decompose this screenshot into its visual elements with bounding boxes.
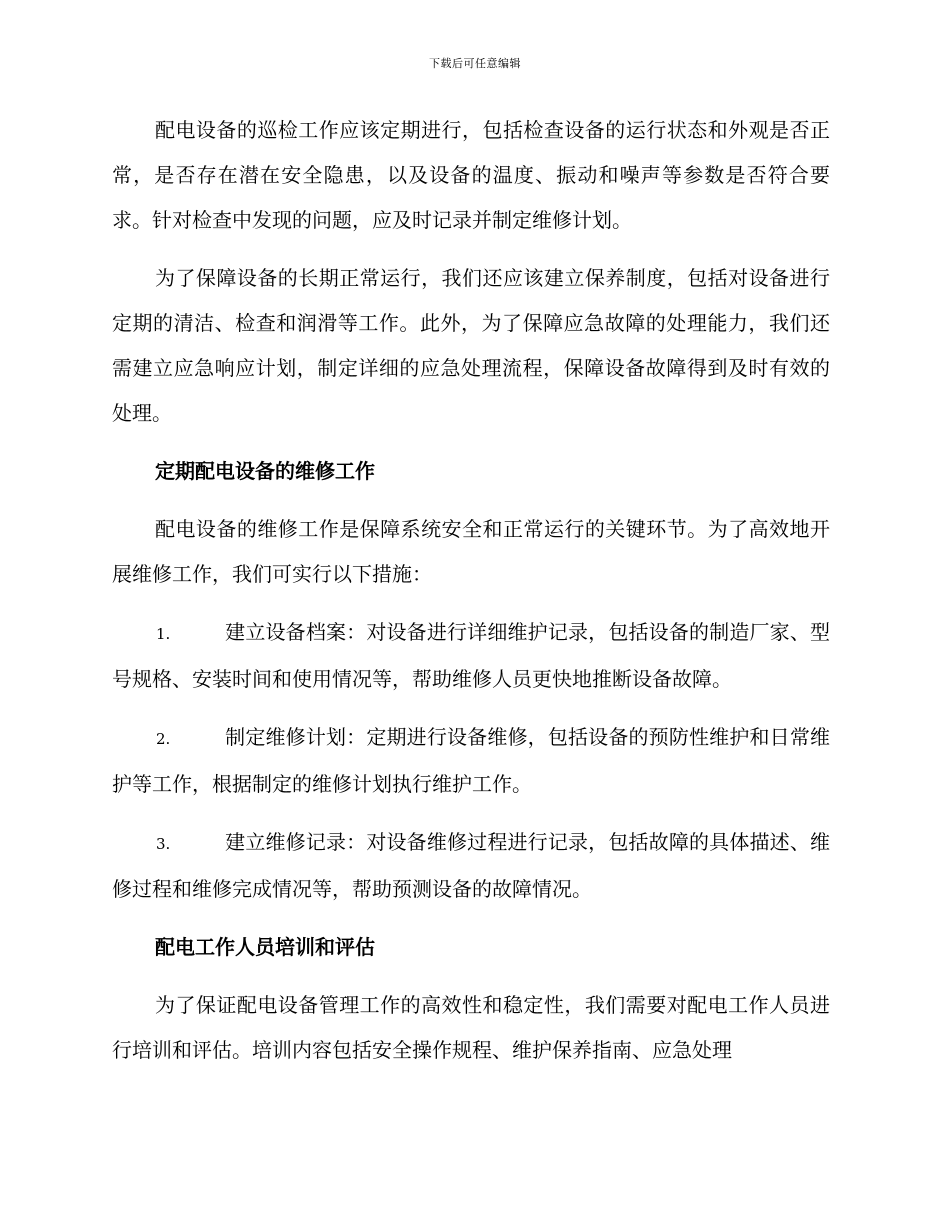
list-item-text: 建立设备档案：对设备进行详细维护记录，包括设备的制造厂家、型号规格、安装时间和使用情况等，帮助维修人员更快地推断设备故障。 (112, 620, 830, 691)
list-number: 3. (156, 835, 171, 853)
list-number: 2. (156, 730, 171, 748)
header-note: 下载后可任意编辑 (429, 57, 521, 70)
list-item-text: 制定维修计划：定期进行设备维修，包括设备的预防性维护和日常维护等工作，根据制定的维修计划执行维护工作。 (112, 725, 830, 796)
paragraph-training: 为了保证配电设备管理工作的高效性和稳定性，我们需要对配电工作人员进行培训和评估。培训内容包括安全操作规程、维护保养指南、应急处理 (112, 993, 830, 1062)
list-item (112, 820, 830, 912)
list-number: 1. (156, 625, 171, 643)
list-item-text: 建立维修记录：对设备维修过程进行记录，包括故障的具体描述、维修过程和维修完成情况等，帮助预测设备的故障情况。 (112, 830, 830, 901)
paragraph-repair-intro: 配电设备的维修工作是保障系统安全和正常运行的关键环节。为了高效地开展维修工作，我们可实行以下措施： (112, 517, 830, 586)
paragraph-maintenance-system: 为了保障设备的长期正常运行，我们还应该建立保养制度，包括对设备进行定期的清洁、检查和润滑等工作。此外，为了保障应急故障的处理能力，我们还需建立应急响应计划，制定详细的应急处理流程，保障设备故障得到及时有效的处理。 (112, 266, 830, 425)
document-body (112, 108, 830, 1086)
section-heading-training: 配电工作人员培训和评估 (155, 935, 375, 959)
section-heading-repair: 定期配电设备的维修工作 (155, 459, 375, 483)
list-item (112, 715, 830, 807)
list-item (112, 610, 830, 702)
paragraph-inspection: 配电设备的巡检工作应该定期进行，包括检查设备的运行状态和外观是否正常，是否存在潜在安全隐患，以及设备的温度、振动和噪声等参数是否符合要求。针对检查中发现的问题，应及时记录并制定维修计划。 (112, 118, 830, 232)
